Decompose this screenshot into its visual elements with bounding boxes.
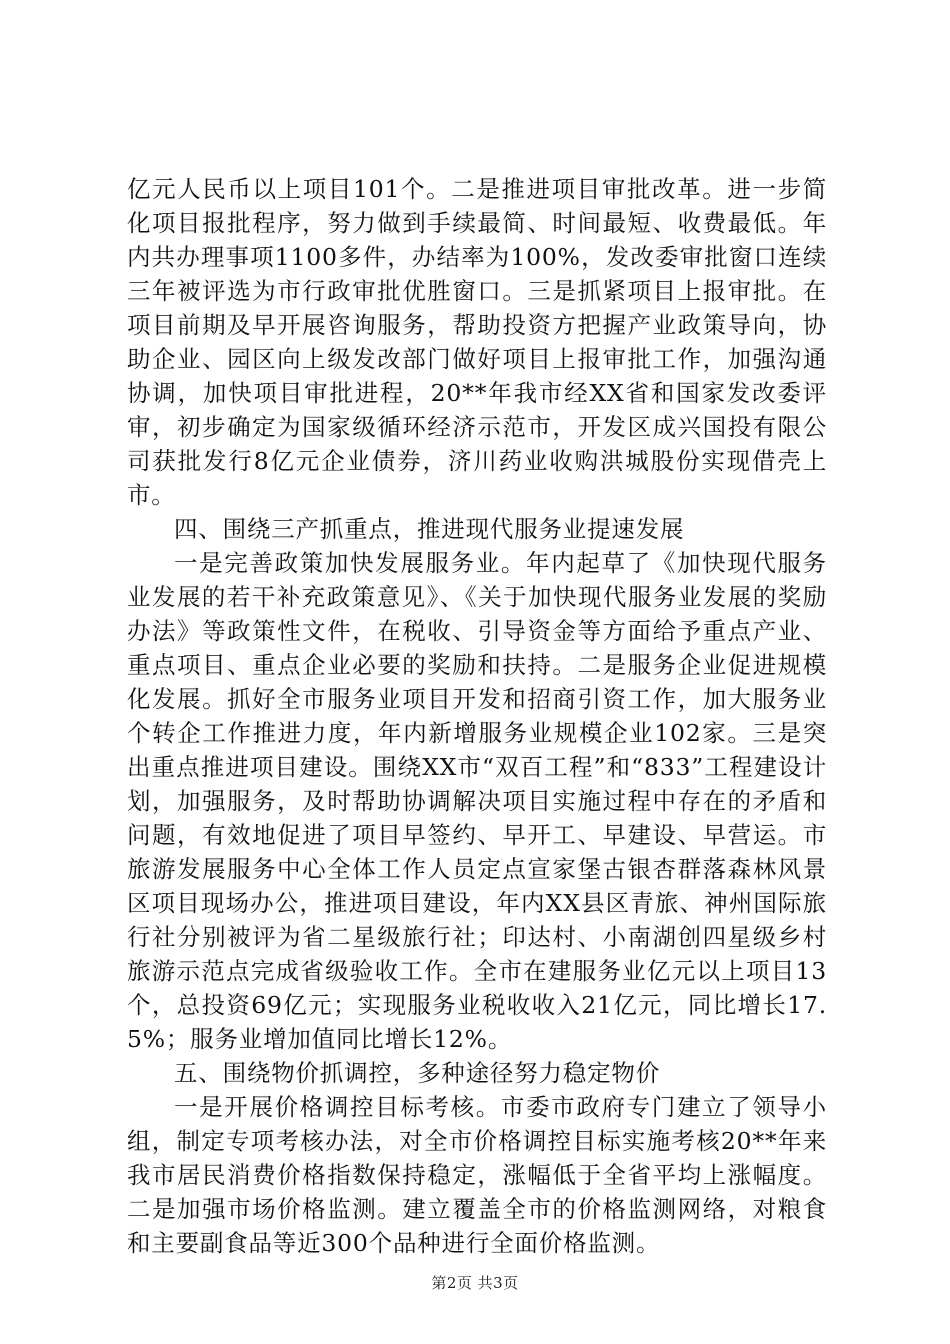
paragraph-1: 亿元人民币以上项目101个。二是推进项目审批改革。进一步简化项目报批程序，努力做到手续最简、时间最短、收费最低。年内共办理事项1100多件，办结率为100%，发改委审批窗口连续三年被评选为市行政审批优胜窗口。三是抓紧项目上报审批。在项目前期及早开展咨询服务，帮助投资方把握产业政策导向，协助企业、园区向上级发改部门做好项目上报审批工作，加强沟通协调，加快项目审批进程，20**年我市经XX省和国家发改委评审，初步确定为国家级循环经济示范市，开发区成兴国投有限公司获批发行8亿元企业债券，济川药业收购洪城股份实现借壳上市。 — [127, 175, 827, 509]
paragraph-3: 一是开展价格调控目标考核。市委市政府专门建立了领导小组，制定专项考核办法，对全市价格调控目标实施考核20**年来我市居民消费价格指数保持稳定，涨幅低于全省平均上涨幅度。二是加强市场价格监测。建立覆盖全市的价格监测网络，对粮食和主要副食品等近300个品种进行全面价格监测。 — [127, 1093, 827, 1257]
page-number-footer: 第2页 共3页 — [431, 1274, 519, 1292]
paragraph-2: 一是完善政策加快发展服务业。年内起草了《加快现代服务业发展的若干补充政策意见》、《关于加快现代服务业发展的奖励办法》等政策性文件，在税收、引导资金等方面给予重点产业、重点项目、重点企业必要的奖励和扶持。二是服务企业促进规模化发展。抓好全市服务业项目开发和招商引资工作，加大服务业个转企工作推进力度，年内新增服务业规模企业102家。三是突出重点推进项目建设。围绕XX市“双百工程”和“833”工程建设计划，加强服务，及时帮助协调解决项目实施过程中存在的矛盾和问题，有效地促进了项目早签约、早开工、早建设、早营运。市旅游发展服务中心全体工作人员定点宣家堡古银杏群落森林风景区项目现场办公，推进项目建设，年内XX县区青旅、神州国际旅行社分别被评为省二星级旅行社；印达村、小南湖创四星级乡村旅游示范点完成省级验收工作。全市在建服务业亿元以上项目13个，总投资69亿元；实现服务业税收收入21亿元，同比增长17.5%；服务业增加值同比增长12%。 — [127, 549, 828, 1053]
section-heading-4: 四、围绕三产抓重点，推进现代服务业提速发展 — [174, 515, 685, 543]
section-heading-5: 五、围绕物价抓调控，多种途径努力稳定物价 — [174, 1059, 660, 1087]
document-body — [127, 172, 827, 1260]
